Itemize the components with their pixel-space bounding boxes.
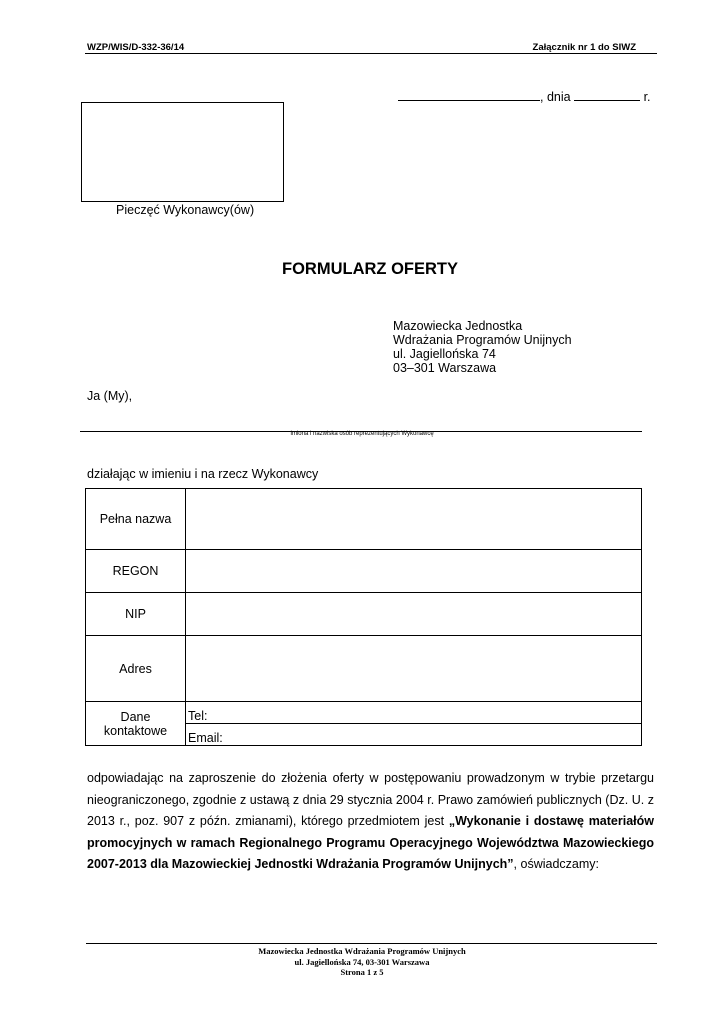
table-row: [86, 702, 642, 724]
addressee-line-1: Mazowiecka Jednostka: [393, 319, 523, 333]
addressee-line-3: ul. Jagiellońska 74: [393, 347, 496, 361]
nip-label: NIP: [86, 593, 186, 636]
date-day-label: , dnia: [540, 90, 571, 104]
document-reference: WZP/WIS/D-332-36/14: [87, 42, 185, 53]
regon-field[interactable]: [186, 550, 642, 593]
date-line: [398, 89, 651, 104]
tel-field[interactable]: Tel:: [186, 702, 642, 724]
addressee-block: [393, 319, 572, 375]
email-field[interactable]: Email:: [186, 724, 642, 746]
footer-org: Mazowiecka Jednostka Wdrażania Programów Unijnych: [258, 946, 466, 956]
footer: [0, 946, 724, 978]
ja-my-label: Ja (My),: [87, 389, 133, 403]
regon-label: REGON: [86, 550, 186, 593]
acting-label: działając w imieniu i na rzecz Wykonawcy: [87, 467, 319, 481]
date-blank: [574, 89, 640, 101]
offer-statement: [87, 768, 654, 876]
stamp-caption: Pieczęć Wykonawcy(ów): [116, 203, 255, 217]
offer-statement-text: odpowiadając na zaproszenie do złożenia oferty w postępowaniu prowadzonym w trybie przetargu nieograniczonego, zgodnie z ustawą z dnia 29 stycznia 2004 r. Prawo zamówień publicznych (Dz. U. z 2013 r., poz. 907 z późn. zmianami), którego przedmiotem jest: [87, 771, 654, 828]
contact-label: Dane kontaktowe: [86, 702, 186, 746]
offer-statement-end: , oświadczamy:: [513, 857, 599, 871]
footer-divider: [86, 943, 657, 944]
address-field[interactable]: [186, 636, 642, 702]
header-divider: [85, 53, 657, 54]
place-blank: [398, 89, 540, 101]
full-name-label: Pełna nazwa: [86, 489, 186, 550]
table-row: [86, 550, 642, 593]
table-row: [86, 636, 642, 702]
contractor-details-table: [85, 488, 642, 746]
footer-address: ul. Jagiellońska 74, 03-301 Warszawa: [294, 956, 430, 967]
contract-subject: „Wykonanie i dostawę materiałów promocyjnych w ramach Regionalnego Programu Operacyjnego Województwa Mazowieckiego 2007-2013 dla Mazowieckiej Jednostki Wdrażania Programów Unijnych”: [87, 814, 654, 871]
attachment-label: Załącznik nr 1 do SIWZ: [532, 42, 636, 53]
date-year-label: r.: [643, 90, 651, 104]
representatives-caption: Imiona i nazwiska osób reprezentujących Wykonawcę: [290, 431, 434, 437]
page-title: FORMULARZ OFERTY: [282, 260, 458, 278]
table-row: [86, 489, 642, 550]
address-label: Adres: [86, 636, 186, 702]
page-number: Strona 1 z 5: [340, 967, 384, 977]
full-name-field[interactable]: [186, 489, 642, 550]
nip-field[interactable]: [186, 593, 642, 636]
addressee-line-2: Wdrażania Programów Unijnych: [393, 333, 572, 347]
contractor-stamp-box: [81, 102, 284, 202]
table-row: [86, 593, 642, 636]
addressee-line-4: 03–301 Warszawa: [393, 361, 497, 375]
